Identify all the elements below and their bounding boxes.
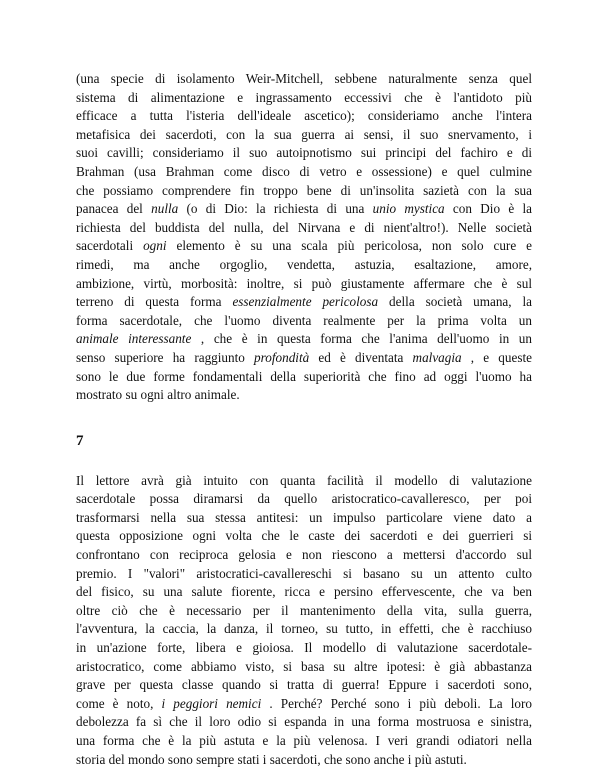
text-line: suoi cavilli; consideriamo il suo autoipnotismo sui principi del fachiro e di [76,145,532,161]
text-line: che possiamo comprendere fin troppo bene di un'insolita sazietà con la sua [76,182,532,198]
text-line [76,293,532,312]
text-run: , che è in questa forma che l'anima dell'uomo in un [191,331,532,347]
text-line: confrontano con reciproca gelosia e non riescono a mettersi d'accordo sul [76,547,532,563]
text-line: premio. I "valori" aristocratici-cavallereschi si basano su un attento culto [76,565,532,581]
text-line: mostrato su ogni altro animale. [76,387,240,403]
italic-term-unio-mystica: unio mystica [372,201,445,217]
text-run: come è noto, [76,695,162,711]
text-line: trasformarsi nella sua stessa antitesi: un impulso particolare viene dato a [76,509,532,525]
text-line: aristocratico, come abbiamo visto, si basa su altre ipotesi: è già abbastanza [76,658,532,674]
text-line: sacerdotale possa diramarsi da quello aristocratico-cavalleresco, per poi [76,491,532,507]
text-run: panacea del [76,201,152,217]
text-run: ed è diventata [309,349,413,365]
text-run: sacerdotali [76,238,144,254]
text-line: in un'azione forte, libera e gioiosa. Il modello di valutazione sacerdotale- [76,640,532,656]
italic-term-profondita: profondità [254,349,310,365]
text-run: elemento è su una scala più pericolosa, non solo cure e [166,238,532,254]
text-run: terreno di questa forma [76,294,233,310]
text-line [76,349,532,368]
section-number: 7 [76,432,84,449]
text-line [76,330,532,349]
text-line: efficace a tutta l'isteria dell'ideale ascetico); consideriamo anche l'intera [76,108,532,124]
paragraph-1 [76,70,532,405]
text-line: una forma che è la più astuta e la più velenosa. I veri grandi odiatori nella [76,733,532,748]
document-page [76,70,532,769]
text-line: storia del mondo sono sempre stati i sacerdoti, che sono anche i più astuti. [76,751,467,767]
text-line [76,200,532,219]
text-run: . Perché? Perché sono i più deboli. La loro [261,695,532,711]
paragraph-2 [76,472,532,770]
text-line: sistema di alimentazione e ingrassamento eccessivi che è l'antidoto più [76,89,532,105]
text-line: metafisica dei sacerdoti, con la sua guerra ai sensi, il suo snervamento, i [76,126,532,142]
text-line: debolezza fa sì che il loro odio si espanda in una forma mostruosa e sinistra, [76,714,532,730]
italic-term-essenzialmente-pericolosa: essenzialmente pericolosa [232,294,379,310]
text-line: l'avventura, la caccia, la danza, il torneo, su tutto, in effetti, che è racchiuso [76,621,532,637]
text-line: Brahman (usa Brahman come disco di vetro e ossessione) e quel culmine [76,163,532,179]
text-line: del fisico, su una salute fiorente, ricca e persino effervescente, che va ben [76,584,532,600]
text-line: forma sacerdotale, che l'uomo diventa realmente per la prima volta un [76,312,532,328]
text-run: , e queste [461,349,532,365]
italic-term-animale-interessante: animale interessante [76,331,192,347]
text-line: (una specie di isolamento Weir-Mitchell, sebbene naturalmente senza quel [76,71,532,86]
text-line: Il lettore avrà già intuito con quanta facilità il modello di valutazione [76,472,532,488]
italic-term-i-peggiori-nemici: i peggiori nemici [161,695,262,711]
text-line [76,237,532,256]
text-line: sono le due forme fondamentali della superiorità che fino ad oggi l'uomo ha [76,368,532,384]
text-line: questa opposizione ogni volta che le caste dei sacerdoti e dei guerrieri si [76,528,532,544]
text-line: rimedi, ma anche orgoglio, vendetta, astuzia, esaltazione, amore, [76,256,532,272]
italic-term-malvagia: malvagia [412,349,462,365]
text-line: ambizione, virtù, morbosità: inoltre, si può giustamente affermare che è sul [76,275,532,291]
text-run: con Dio è la [444,201,532,217]
text-run: della società umana, la [378,294,533,310]
italic-term-ogni: ogni [143,238,167,254]
italic-term-nulla: nulla [151,201,179,217]
text-line: oltre ciò che è necessario per il mantenimento della vita, sulla guerra, [76,602,532,618]
text-line [76,695,532,714]
text-line: richiesta del buddista del nulla, del Nirvana e di nient'altro!). Nelle società [76,219,532,235]
text-line: grave per questa classe quando si tratta di guerra! Eppure i sacerdoti sono, [76,677,532,693]
text-run: (o di Dio: la richiesta di una [178,201,373,217]
text-run: senso superiore ha raggiunto [76,349,255,365]
